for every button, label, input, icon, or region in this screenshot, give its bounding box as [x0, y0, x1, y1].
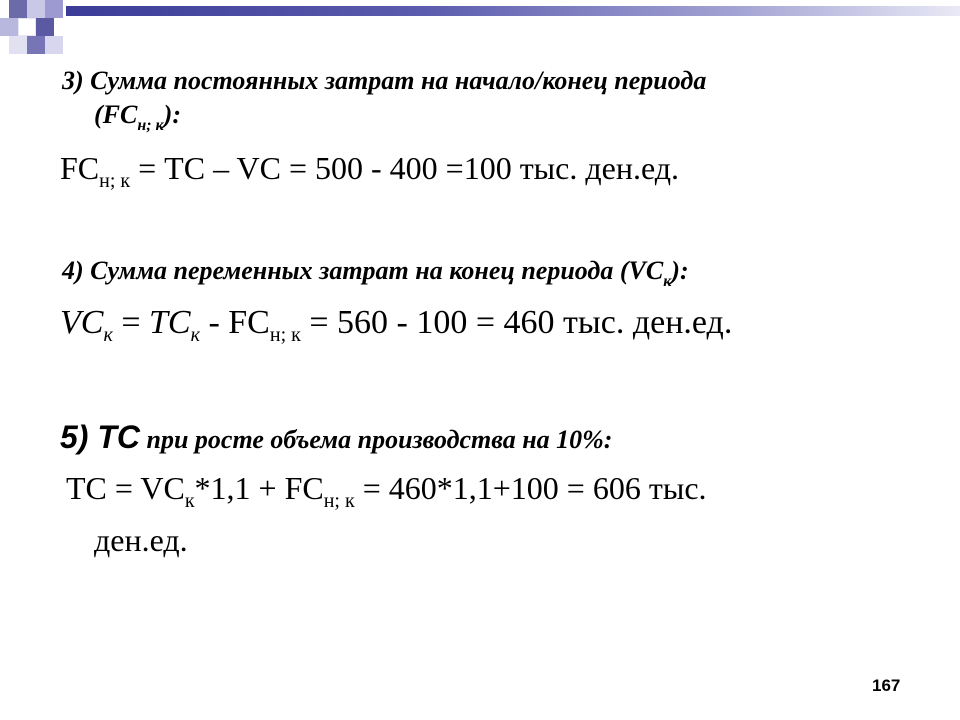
- decor-square: [45, 36, 63, 54]
- formula-start: TC = VC: [66, 470, 185, 506]
- formula-rest: = 560 - 100 = 460 тыс. ден.ед.: [300, 304, 733, 341]
- section5-formula-line2: [94, 522, 188, 558]
- formula-eq: =: [112, 304, 149, 341]
- formula-vc-subscript: к: [184, 490, 195, 512]
- section5-heading: [60, 418, 612, 463]
- formula-fc-subscript: н; к: [99, 170, 131, 192]
- formula-vc-subscript: к: [103, 324, 113, 346]
- section4-heading-close: ):: [671, 256, 689, 285]
- section5-heading-text: при росте объема производства на 10%:: [140, 425, 613, 454]
- decor-square: [27, 36, 45, 54]
- section5-heading-tc: TC: [97, 419, 140, 455]
- formula-tc-subscript: к: [190, 324, 200, 346]
- section3-formula: [60, 150, 679, 191]
- section3-heading-line1: [62, 66, 706, 96]
- section3-heading-close: ):: [163, 100, 181, 129]
- formula-tc: TC: [149, 304, 191, 341]
- section5-heading-number: 5): [60, 419, 98, 455]
- page-number: 167: [872, 676, 901, 695]
- decor-square: [36, 18, 54, 36]
- formula-fc: FC: [60, 150, 100, 186]
- section3-heading-text: 3) Сумма постоянных затрат на начало/конец периода: [62, 66, 707, 95]
- decorative-squares: [0, 0, 66, 56]
- decor-square: [0, 18, 18, 36]
- formula-mid: *1,1 + FC: [194, 470, 324, 506]
- formula-line2: ден.ед.: [94, 522, 188, 558]
- top-gradient-bar: [66, 6, 960, 16]
- section3-heading-subscript: н; к: [137, 117, 164, 134]
- formula-rest: = 460*1,1+100 = 606 тыс.: [354, 470, 707, 506]
- section5-formula-line1: [66, 470, 707, 511]
- decor-square: [18, 18, 36, 36]
- section4-heading-text: 4) Сумма переменных затрат на конец периода (VC: [62, 256, 664, 285]
- decor-square: [9, 0, 27, 18]
- decor-square: [27, 0, 45, 18]
- section4-heading-subscript: к: [663, 273, 672, 290]
- section3-heading-line2: [94, 100, 181, 134]
- formula-fc-subscript: н; к: [323, 490, 355, 512]
- section4-formula: [60, 304, 732, 346]
- formula-minus-fc: - FC: [199, 304, 270, 341]
- section3-heading-open: (FC: [94, 100, 138, 129]
- formula-rest: = TC – VC = 500 - 400 =100 тыс. ден.ед.: [130, 150, 680, 186]
- formula-vc: VC: [60, 304, 104, 341]
- formula-fc-subscript: н; к: [269, 324, 301, 346]
- decor-square: [9, 36, 27, 54]
- decor-square: [45, 0, 63, 18]
- section4-heading: [62, 256, 689, 290]
